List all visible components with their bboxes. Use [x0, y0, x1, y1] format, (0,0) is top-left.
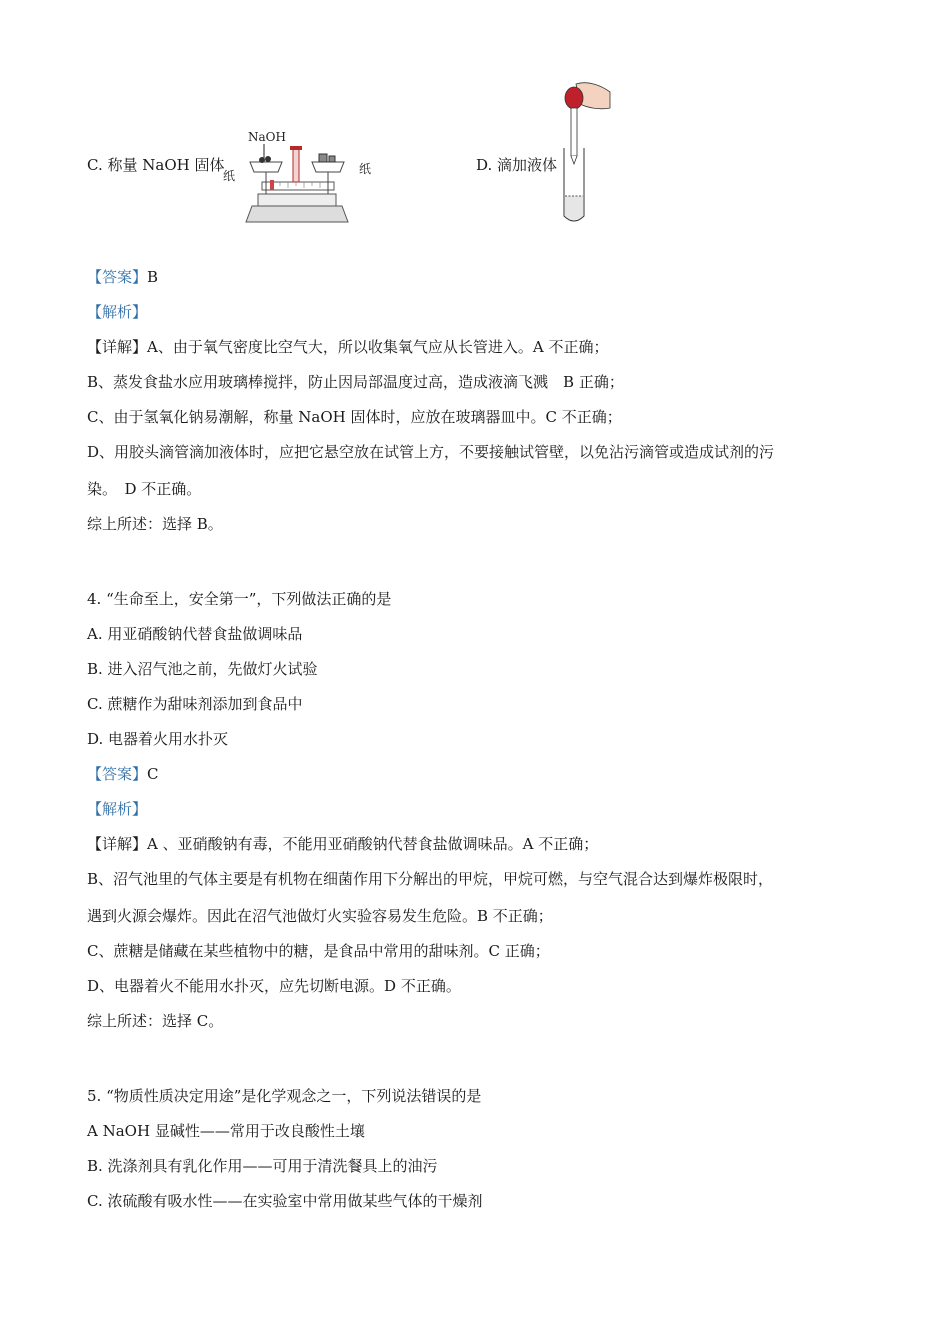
option-d-label: D. 滴加液体	[476, 156, 558, 174]
q3-detail-b: B、蒸发食盐水应用玻璃棒搅拌，防止因局部温度过高，造成液滴飞溅 B 正确；	[87, 373, 624, 391]
detail-tag: 【详解】	[87, 835, 148, 853]
q4-option-a: A. 用亚硝酸钠代替食盐做调味品	[87, 625, 303, 643]
q4-detail-b-cont: 遇到火源会爆炸。因此在沼气池做灯火实验容易发生危险。B 不正确；	[87, 907, 553, 925]
q4-option-b: B. 进入沼气池之前，先做灯火试验	[87, 660, 318, 678]
answer-value: B	[147, 268, 159, 286]
q4-detail-b: B、沼气池里的气体主要是有机物在细菌作用下分解出的甲烷，甲烷可燃，与空气混合达到爆炸极限时，	[87, 870, 774, 888]
q4-detail-c: C、蔗糖是储藏在某些植物中的糖，是食品中常用的甜味剂。C 正确；	[87, 942, 550, 960]
detail-text: A 、亚硝酸钠有毒，不能用亚硝酸钠代替食盐做调味品。A 不正确；	[147, 835, 599, 853]
balance-figure	[222, 128, 372, 224]
q3-detail-c: C、由于氢氧化钠易潮解，称量 NaOH 固体时，应放在玻璃器皿中。C 不正确；	[87, 408, 622, 426]
q5-option-c: C. 浓硫酸有吸水性——在实验室中常用做某些气体的干燥剂	[87, 1192, 483, 1210]
q4-stem: 4. “生命至上，安全第一”，下列做法正确的是	[87, 590, 392, 608]
naoh-label: NaOH	[248, 130, 286, 144]
q3-detail-line	[87, 337, 608, 357]
q5-option-b: B. 洗涤剂具有乳化作用——可用于清洗餐具上的油污	[87, 1157, 438, 1175]
q3-detail-d-cont: 染。 D 不正确。	[87, 480, 202, 498]
dropper-icon	[552, 78, 618, 226]
option-c-label: C. 称量 NaOH 固体	[87, 156, 225, 174]
q4-detail-d: D、电器着火不能用水扑灭，应先切断电源。D 不正确。	[87, 977, 461, 995]
q4-summary: 综上所述：选择 C。	[87, 1012, 224, 1030]
paper-left-label: 纸	[223, 169, 236, 183]
q3-detail-d: D、用胶头滴管滴加液体时，应把它悬空放在试管上方，不要接触试管壁，以免沾污滴管或造成试剂的污	[87, 443, 775, 461]
q4-analysis-tag: 【解析】	[87, 800, 148, 818]
q5-stem: 5. “物质性质决定用途”是化学观念之一，下列说法错误的是	[87, 1087, 482, 1105]
q3-answer	[87, 267, 158, 287]
detail-tag: 【详解】	[87, 338, 148, 356]
q4-option-c: C. 蔗糖作为甜味剂添加到食品中	[87, 695, 303, 713]
paper-right-label: 纸	[359, 162, 372, 176]
q3-analysis-tag: 【解析】	[87, 303, 148, 321]
answer-tag: 【答案】	[87, 268, 148, 286]
q5-option-a: A NaOH 显碱性——常用于改良酸性土壤	[87, 1122, 365, 1140]
q3-summary: 综上所述：选择 B。	[87, 515, 223, 533]
q4-option-d: D. 电器着火用水扑灭	[87, 730, 229, 748]
q4-detail-line	[87, 834, 598, 854]
detail-text: A、由于氧气密度比空气大，所以收集氧气应从长管进入。A 不正确；	[147, 338, 609, 356]
dropper-figure	[552, 78, 618, 226]
q4-answer	[87, 764, 159, 784]
answer-tag: 【答案】	[87, 765, 148, 783]
answer-value: C	[147, 765, 159, 783]
balance-icon	[222, 128, 372, 224]
